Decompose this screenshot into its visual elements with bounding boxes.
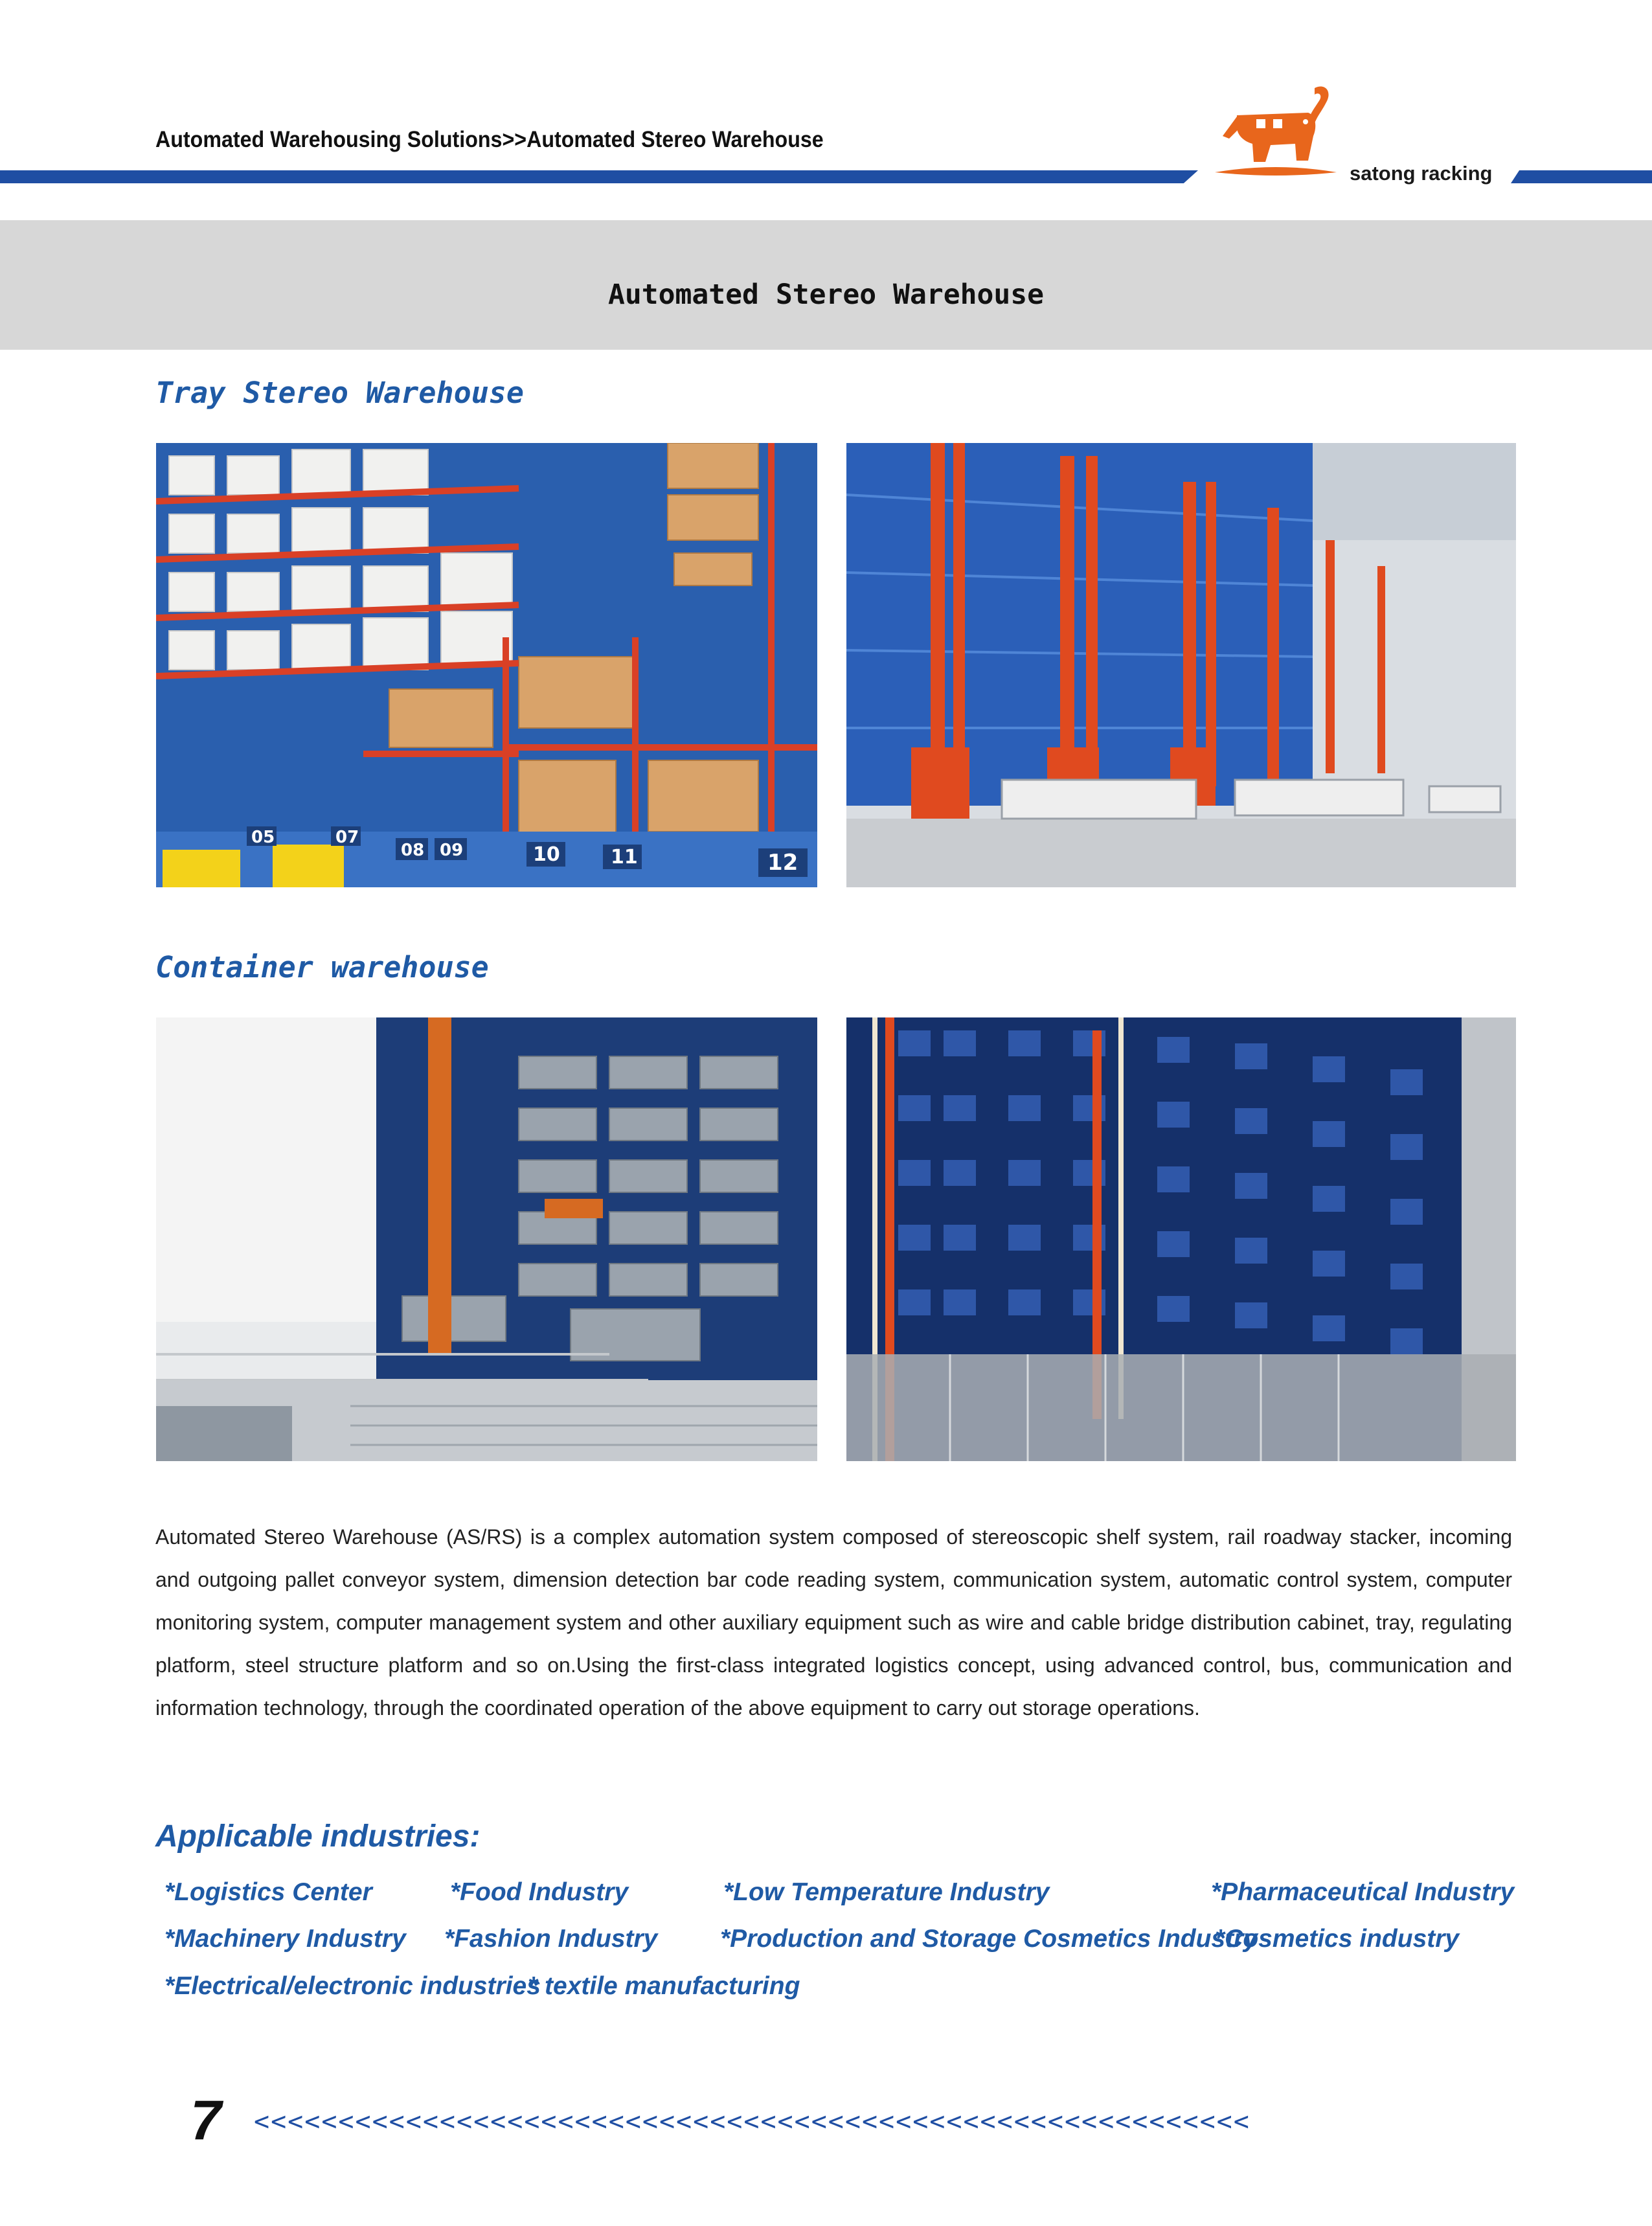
industry-item: *Low Temperature Industry: [723, 1878, 1050, 1906]
breadcrumb: Automated Warehousing Solutions>>Automated Stereo Warehouse: [155, 127, 824, 152]
section-title-tray: Tray Stereo Warehouse: [155, 376, 524, 410]
bay-label: 09: [440, 841, 464, 860]
decorative-chevrons: <<<<<<<<<<<<<<<<<<<<<<<<<<<<<<<<<<<<<<<<<<<<<<<<<<<<<<<<<<<: [254, 2107, 1250, 2137]
header-rule-right: [1511, 170, 1652, 183]
bay-label: 08: [401, 841, 425, 860]
industry-item: *Logistics Center: [164, 1878, 372, 1906]
tray-warehouse-photo-2: [846, 443, 1516, 887]
industry-item: *Production and Storage Cosmetics Industry: [720, 1925, 1258, 1953]
section-title-container: Container warehouse: [155, 950, 489, 984]
industry-item: *Machinery Industry: [164, 1925, 406, 1953]
industry-item: *Pharmaceutical Industry: [1211, 1878, 1515, 1906]
industry-item: *Electrical/electronic industries: [164, 1972, 541, 2000]
bay-label: 07: [335, 828, 359, 847]
industries-heading: Applicable industries:: [155, 1819, 481, 1854]
header-rule-left: [0, 170, 1198, 183]
tray-warehouse-photo-1: [156, 443, 817, 887]
bay-label: 11: [611, 846, 638, 869]
bay-label: 10: [533, 843, 560, 866]
brand-name: satong racking: [1350, 162, 1493, 185]
container-warehouse-photo-2: [846, 1017, 1516, 1461]
description-text: [155, 1516, 1512, 1729]
industry-item: *Food Industry: [450, 1878, 629, 1906]
elephant-logo-icon: [1211, 76, 1341, 187]
container-warehouse-photo-1: [156, 1017, 817, 1461]
industry-item: * textile manufacturing: [528, 1972, 800, 2000]
industry-item: *Fashion Industry: [444, 1925, 658, 1953]
page-title: Automated Stereo Warehouse: [607, 278, 1045, 311]
industry-item: *Cosmetics industry: [1215, 1925, 1460, 1953]
bay-label: 12: [767, 850, 798, 876]
page-number: 7: [190, 2089, 221, 2152]
bay-label: 05: [251, 828, 275, 847]
description-paragraph: Automated Stereo Warehouse (AS/RS) is a complex automation system composed of stereoscopic shelf system, rail roadway stacker, incoming and outgoing pallet conveyor system, dimension detection bar code reading system, communication system, automatic control system, computer monitoring system, computer management system and other auxiliary equipment such as wire and cable bridge distribution cabinet, tray, regulating platform, steel structure platform and so on.Using the first-class integrated logistics concept, using advanced control, bus, communication and information technology, through the coordinated operation of the above equipment to carry out storage operations.: [155, 1525, 1512, 1720]
